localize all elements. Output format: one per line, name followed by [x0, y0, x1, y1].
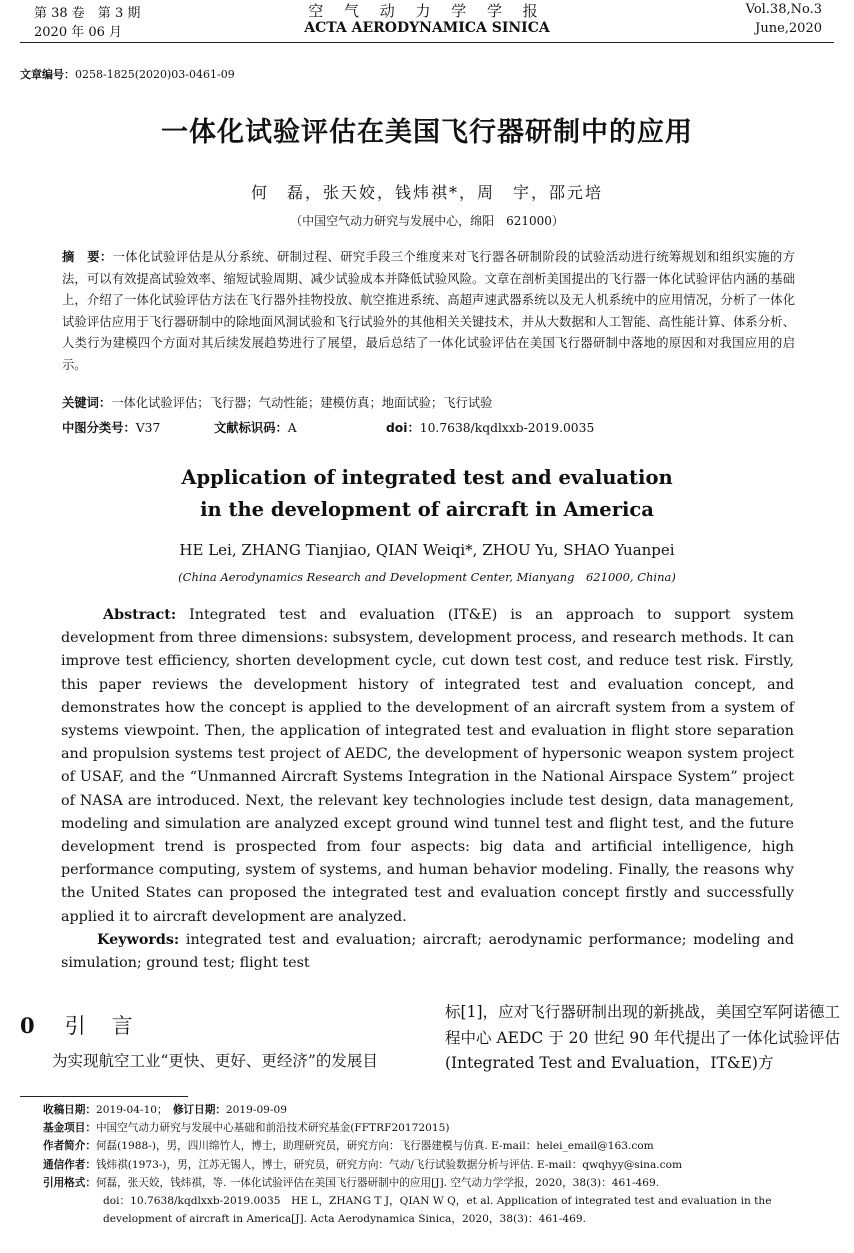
journal-name-en: ACTA AERODYNAMICA SINICA — [304, 20, 550, 36]
citation-line — [43, 1174, 838, 1192]
article-number — [20, 66, 235, 82]
title-en — [0, 462, 854, 526]
corresponding-line — [43, 1156, 838, 1174]
keywords-cn-label: 关键词： — [62, 396, 112, 410]
section-title: 引言 — [64, 1014, 159, 1038]
classification-line — [62, 418, 802, 436]
doi-value: 10.7638/kqdlxxb-2019.0035 — [419, 421, 595, 435]
citation-label: 引用格式： — [43, 1176, 96, 1189]
body-text-left: 为实现航空工业“更快、更好、更经济”的发展目 — [52, 1052, 378, 1070]
keywords-cn — [62, 393, 492, 411]
abstract-en — [61, 604, 794, 929]
received-value: 2019-04-10； — [95, 1104, 163, 1116]
volume-issue-cn: 第 38 卷 第 3 期 — [34, 6, 141, 21]
section-number: 0 — [20, 1013, 35, 1038]
class-number — [62, 418, 214, 436]
author-bio-line — [43, 1137, 838, 1155]
article-number-label: 文章编号： — [20, 68, 75, 81]
citation-line2: doi：10.7638/kqdlxxb-2019.0035 HE L，ZHANG T J，QIAN W Q，et al. Application of integrated test and evaluation in the — [103, 1195, 772, 1208]
abstract-cn-label: 摘 要： — [62, 250, 113, 264]
affiliation-en: (China Aerodynamics Research and Development Center, Mianyang 621000, China) — [178, 570, 676, 584]
article-number-value: 0258-1825(2020)03-0461-09 — [75, 68, 235, 81]
abstract-cn — [62, 247, 795, 376]
citation-line1: 何磊，张天姣，钱炜祺，等. 一体化试验评估在美国飞行器研制中的应用[J]. 空气动力学学报，2020，38(3)：461-469. — [95, 1176, 660, 1189]
date-cn: 2020 年 06 月 — [34, 25, 123, 40]
author-bio-label: 作者简介： — [43, 1140, 96, 1153]
class-number-label: 中图分类号： — [62, 421, 136, 435]
title-en-line1: Application of integrated test and evaluation — [181, 466, 673, 489]
keywords-en-label: Keywords: — [97, 932, 180, 948]
running-header — [0, 0, 854, 44]
keywords-en-text: integrated test and evaluation; aircraft; aerodynamic performance; modeling and simulation; ground test; flight test — [61, 932, 794, 972]
received-line — [43, 1101, 838, 1119]
doi-label: doi： — [386, 421, 420, 435]
fund-line — [43, 1119, 838, 1137]
doc-code-value: A — [287, 421, 297, 435]
footnote-rule — [20, 1096, 188, 1097]
authors-cn: 何 磊，张天姣，钱炜祺*，周 宇，邵元培 — [250, 183, 603, 202]
doi — [386, 418, 594, 436]
abstract-en-text: Integrated test and evaluation (IT&E) is an approach to support system development from three dimensions: subsystem, development process, and research methods. It can improve test efficiency, shorten development cycle, cut down test cost, and reduce test risk. Firstly, this paper reviews the development history of integrated test and evaluation concept, and demonstrates how the concept is applied to the development of an aircraft system from a system of systems viewpoint. Then, the application of integrated test and evaluation in flight store separation and propulsion systems test project of AEDC, the development of hypersonic weapon system project of USAF, and the “Unmanned Aircraft Systems Integration in the National Airspace System” project of NASA are introduced. Next, the relevant key technologies include test design, data management, modeling and simulation are analyzed except ground wind tunnel test and flight test, and the future development trend is prospected from four aspects: big data and artificial intelligence, high performance computing, system of systems, and human behavior modeling. Finally, the reasons why the United States can proposed the integrated test and evaluation concept firstly and successfully applied it to aircraft development are analyzed. — [61, 607, 794, 925]
header-rule — [20, 42, 834, 43]
affiliation-cn: （中国空气动力研究与发展中心，绵阳 621000） — [290, 214, 564, 228]
body-text-right: 标[1]，应对飞行器研制出现的新挑战，美国空军阿诺德工程中心 AEDC 于 20 世纪 90 年代提出了一体化试验评估(Integrated Test and Evaluation，IT&E)方 — [445, 1003, 840, 1072]
received-label: 收稿日期： — [43, 1104, 96, 1116]
doc-code — [214, 418, 386, 436]
fund-value: 中国空气动力研究与发展中心基础和前沿技术研究基金(FFTRF20172015) — [95, 1122, 450, 1135]
title-en-line2: in the development of aircraft in America — [200, 498, 654, 521]
revised-value: 2019-09-09 — [225, 1104, 287, 1116]
abstract-en-label: Abstract: — [103, 607, 177, 623]
abstract-cn-text: 一体化试验评估是从分系统、研制过程、研究手段三个维度来对飞行器各研制阶段的试验活动进行统筹规划和组织实施的方法，可以有效提高试验效率、缩短试验周期、减少试验成本并降低试验风险。文章在剖析美国提出的飞行器一体化试验评估内涵的基础上，介绍了一体化试验评估方法在飞行器外挂物投放、航空推进系统、高超声速武器系统以及无人机系统中的应用情况，分析了一体化试验评估应用于飞行器研制中的除地面风洞试验和飞行试验外的其他相关关键技术，并从大数据和人工智能、高性能计算、体系分析、人类行为建模四个方面对其后续发展趋势进行了展望，最后总结了一体化试验评估在美国飞行器研制中落地的原因和对我国应用的启示。 — [62, 250, 795, 372]
date-en: June,2020 — [755, 21, 822, 36]
class-number-value: V37 — [135, 421, 161, 435]
authors-en: HE Lei, ZHANG Tianjiao, QIAN Weiqi*, ZHOU Yu, SHAO Yuanpei — [179, 541, 675, 559]
section-heading — [20, 1010, 159, 1040]
corresponding-value: 钱炜祺(1973-)，男，江苏无锡人，博士，研究员，研究方向：气动/飞行试验数据分析与评估. E-mail：qwqhyy@sina.com — [95, 1158, 682, 1171]
journal-name-cn: 空 气 动 力 学 学 报 — [308, 2, 546, 20]
author-bio-value: 何磊(1988-)，男，四川绵竹人，博士，助理研究员，研究方向：飞行器建模与仿真. E-mail：helei_email@163.com — [95, 1140, 654, 1153]
fund-label: 基金项目： — [43, 1122, 96, 1135]
keywords-cn-text: 一体化试验评估；飞行器；气动性能；建模仿真；地面试验；飞行试验 — [111, 396, 493, 410]
revised-label: 修订日期： — [172, 1104, 226, 1116]
title-cn: 一体化试验评估在美国飞行器研制中的应用 — [161, 117, 693, 148]
footnotes — [43, 1101, 838, 1228]
corresponding-label: 通信作者： — [43, 1158, 96, 1171]
doc-code-label: 文献标识码： — [214, 421, 288, 435]
volume-issue-en: Vol.38,No.3 — [745, 2, 822, 17]
keywords-en — [61, 929, 794, 975]
citation-line3: development of aircraft in America[J]. Acta Aerodynamica Sinica，2020，38(3)：461-469. — [103, 1213, 586, 1226]
